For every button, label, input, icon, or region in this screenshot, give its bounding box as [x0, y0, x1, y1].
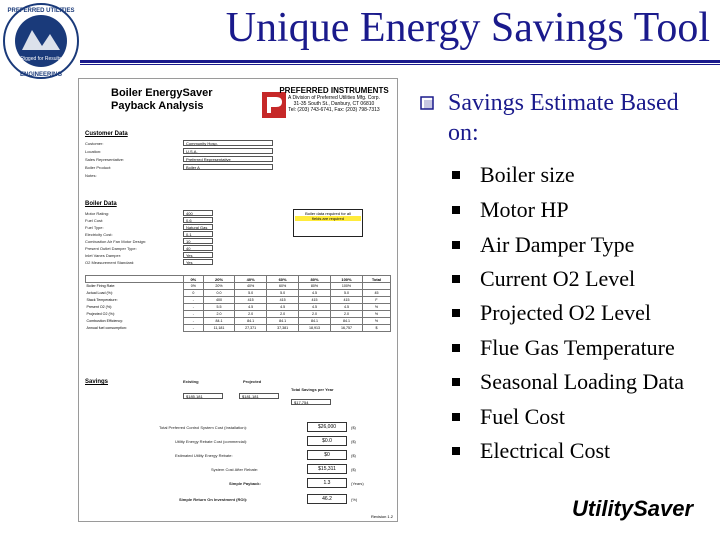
simple-payback-value: 1.3 [307, 478, 347, 488]
section-savings: Savings [85, 379, 109, 385]
sheet-revision: Revision 1.2 [370, 514, 393, 519]
payback-analysis-sheet: Boiler EnergySaver Payback Analysis PREFERRED INSTRUMENTS A Division of Preferred Utilities Mfg. Corp. 31-35 South St., Danbury, CT 06810 Tel: (203) 743-6741, Fax: (203) 798-7313 Customer Data Customer: Location: Sales Representative: Boiler Product: Notes: Community Hosp. U.S.A. Preferred Representative Boiler A Boiler Data Motor Rating: Fuel Cost: Fuel Type: Electricity Cost: Combustion Air Fan Motor Design: Present Outlet Damper Type: Inlet Vanes Damper: O2 Measurement Standard: 400 0.6 Natural Gas 0.1 10 40 Yes Yes Boiler data required for all fields are required 0% 20% 40% 60% 80% 100% Total Boiler Firing Rate: 0% 20% 40% 60% 80% 100% Actual Load (%): 0 0.0 5.0 5.0 4.5 5.0 45 Stack Temperature: - 400 415 415 415 415 F Present O2 (%): - 5.5 4.5 4.5 4.5 4.5 % Projected O2 (%): - 2.0 2.0 2.0 2.0 2.0 % Combustion Efficiency: - 84.1 84.1 84.1 84.1 84.1 % Annual fuel consumption: - 11,181 27,371 37,381 18,913 16,757 $ Savings Existing Projected Total Savings per Year $185,181 $181,181 $17,754 Total Preferred Control System Cost (Installation): Utility Energy Rebate Cost (commercial): Estimated Utility Energy Rebate: System Cost After Rebate: Simple Payback: Simple Return On Investment (ROI): $26,000 $0.0 $0 $15,311 1.3 46.2 ($) ($) ($) ($) (Years) (%) Revision 1.2 [78, 78, 398, 522]
o2-standard-field[interactable]: Yes [183, 259, 213, 265]
square-bullet-icon [452, 413, 460, 421]
list-item: Air Damper Type [452, 232, 634, 258]
list-item: Motor HP [452, 197, 569, 223]
page-title: Unique Energy Savings Tool [225, 5, 710, 51]
table-row: Present O2 (%): - 5.5 4.5 4.5 4.5 4.5 % [86, 304, 391, 311]
utilitysaver-logo: UtilitySaver [572, 496, 694, 521]
square-bullet-icon [452, 171, 460, 179]
list-item: Seasonal Loading Data [452, 369, 684, 395]
hollow-square-bullet-icon [420, 96, 434, 110]
utility-rebate-value: $0 [307, 450, 347, 460]
inlet-vanes-field[interactable]: Yes [183, 252, 213, 258]
table-row: Actual Load (%): 0 0.0 5.0 5.0 4.5 5.0 45 [86, 290, 391, 297]
section-customer-data: Customer Data [85, 131, 128, 137]
square-bullet-icon [452, 241, 460, 249]
projected-cost-field: $181,181 [239, 393, 279, 399]
title-rule-thin [80, 64, 720, 65]
fuel-cost-field[interactable]: 0.6 [183, 217, 213, 223]
customer-field[interactable]: Community Hosp. [183, 140, 273, 146]
list-item: Boiler size [452, 162, 575, 188]
table-row: Combustion Efficiency: - 84.1 84.1 84.1 84.1 84.1 % [86, 318, 391, 325]
damper-type-field[interactable]: 40 [183, 245, 213, 251]
sales-rep-field[interactable]: Preferred Representative [183, 156, 273, 162]
square-bullet-icon [452, 447, 460, 455]
square-bullet-icon [452, 344, 460, 352]
main-bullet-text: Savings Estimate Based on: [448, 90, 679, 146]
sheet-brand: Boiler EnergySaver Payback Analysis [111, 87, 213, 112]
square-bullet-icon [452, 275, 460, 283]
list-item: Fuel Cost [452, 404, 565, 430]
section-boiler-data: Boiler Data [85, 201, 117, 207]
cost-after-rebate-value: $15,311 [307, 464, 347, 474]
svg-text:Rigged for Results: Rigged for Results [20, 56, 62, 62]
total-savings-field: $17,754 [291, 399, 331, 405]
motor-rating-field[interactable]: 400 [183, 210, 213, 216]
square-bullet-icon [452, 206, 460, 214]
existing-cost-field: $185,181 [183, 393, 223, 399]
list-item: Flue Gas Temperature [452, 335, 675, 361]
list-item: Electrical Cost [452, 438, 610, 464]
table-row: Stack Temperature: - 400 415 415 415 415 F [86, 297, 391, 304]
table-header-row: 0% 20% 40% 60% 80% 100% Total [86, 276, 391, 283]
title-rule [80, 60, 720, 63]
company-block: PREFERRED INSTRUMENTS A Division of Preferred Utilities Mfg. Corp. 31-35 South St., Danbury, CT 06810 Tel: (203) 743-6741, Fax: (203) 798-7313 [279, 86, 389, 113]
square-bullet-icon [452, 309, 460, 317]
svg-text:PREFERRED UTILITIES: PREFERRED UTILITIES [7, 8, 75, 14]
square-bullet-icon [452, 378, 460, 386]
system-cost-value: $26,000 [307, 422, 347, 432]
roi-value: 46.2 [307, 494, 347, 504]
table-row: Projected O2 (%): - 2.0 2.0 2.0 2.0 2.0 % [86, 311, 391, 318]
list-item: Projected O2 Level [452, 300, 651, 326]
company-logo [2, 2, 80, 80]
fuel-type-field[interactable]: Natural Gas [183, 224, 213, 230]
logo-seal-icon [2, 2, 80, 80]
table-row: Annual fuel consumption: - 11,181 27,371 37,381 18,913 16,757 $ [86, 325, 391, 332]
electricity-cost-field[interactable]: 0.1 [183, 231, 213, 237]
fan-motor-field[interactable]: 10 [183, 238, 213, 244]
table-row: Boiler Firing Rate: 0% 20% 40% 60% 80% 100% [86, 283, 391, 290]
boiler-product-field[interactable]: Boiler A [183, 164, 273, 170]
rebate-cost-value: $0.0 [307, 436, 347, 446]
list-item: Current O2 Level [452, 266, 635, 292]
boiler-load-table [85, 275, 391, 332]
location-field[interactable]: U.S.A. [183, 148, 273, 154]
boiler-data-note: Boiler data required for all fields are required [293, 209, 363, 237]
svg-text:ENGINEERING: ENGINEERING [19, 72, 63, 78]
